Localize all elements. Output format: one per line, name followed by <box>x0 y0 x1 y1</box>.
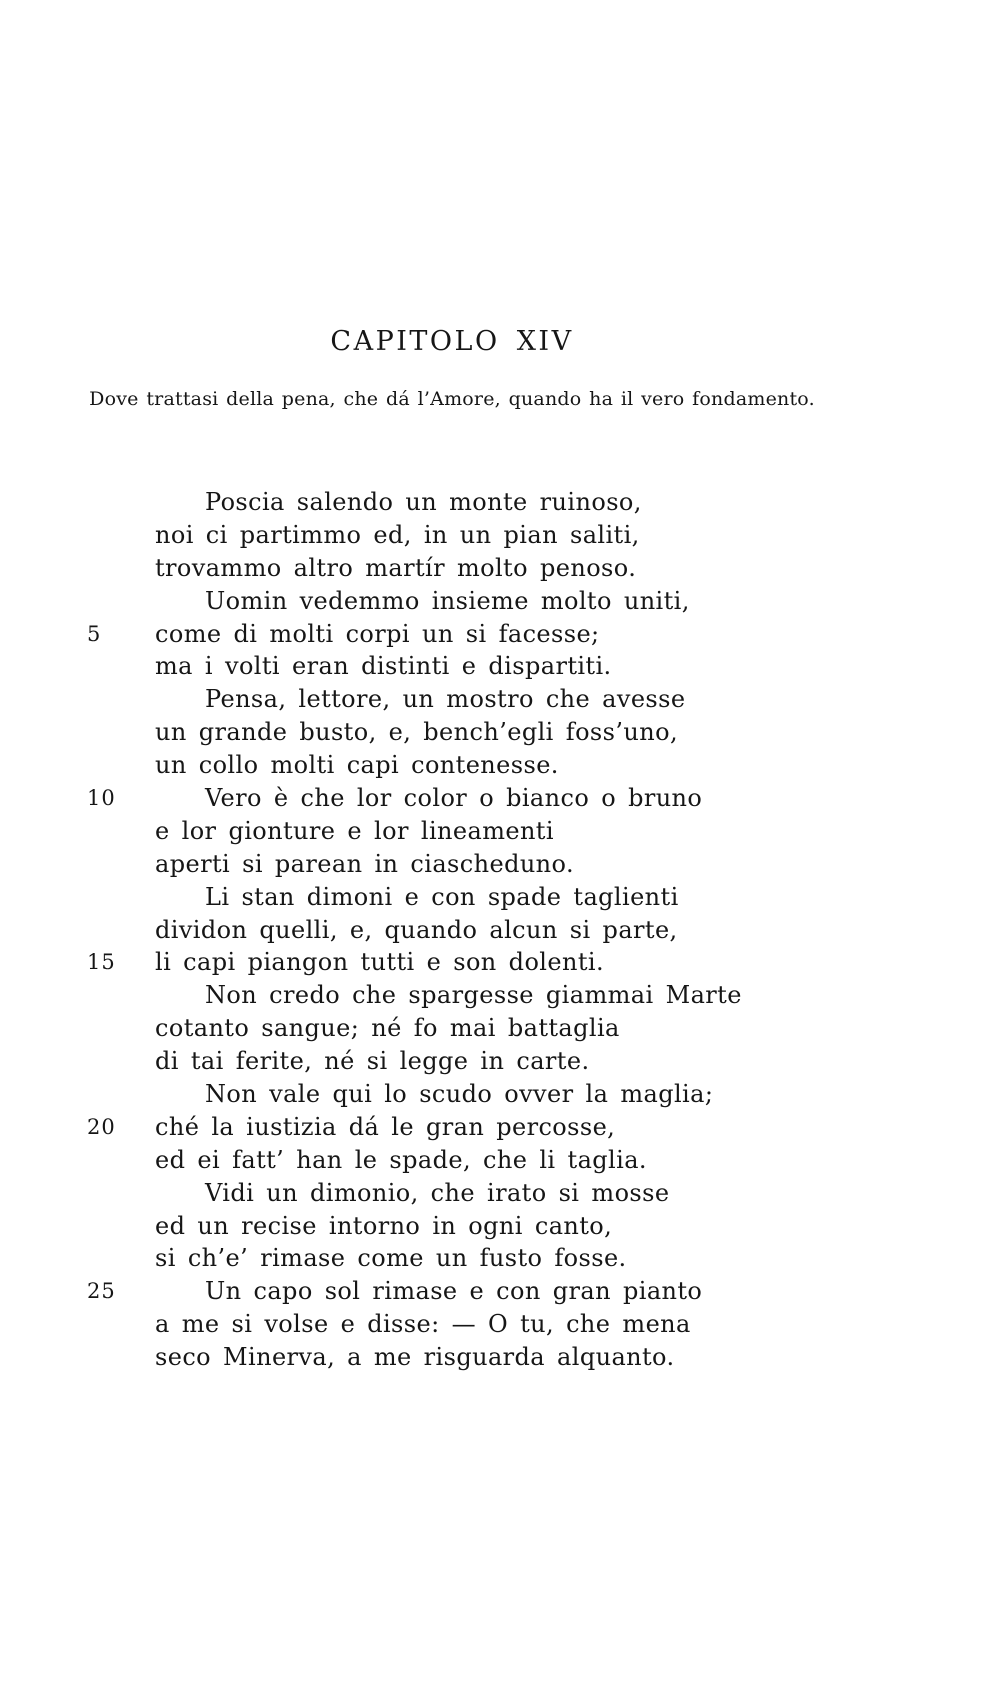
poem-line <box>155 815 742 848</box>
line-number: 20 <box>87 1114 116 1139</box>
verse-text: cotanto sangue; né fo mai battaglia <box>155 1014 620 1043</box>
poem-line <box>87 1275 742 1308</box>
chapter-subtitle: Dove trattasi della pena, che dá l’Amore, quando ha il vero fondamento. <box>89 388 815 410</box>
verse-text: noi ci partimmo ed, in un pian saliti, <box>155 520 640 549</box>
poem-line <box>155 1144 742 1177</box>
poem-line <box>155 1308 742 1341</box>
verse-text: Poscia salendo un monte ruinoso, <box>205 488 642 516</box>
poem-line <box>155 585 742 618</box>
poem-line <box>155 486 742 519</box>
poem-line <box>155 1242 742 1275</box>
poem-line <box>155 1045 742 1078</box>
verse-text: a me si volse e disse: — O tu, che mena <box>155 1310 691 1339</box>
poem-line <box>155 749 742 782</box>
poem-line <box>87 1111 742 1144</box>
verse-text: ché la iustizia dá le gran percosse, <box>155 1112 616 1141</box>
line-number: 10 <box>87 786 116 811</box>
poem-line <box>155 650 742 683</box>
poem-line <box>155 848 742 881</box>
poem-line <box>155 881 742 914</box>
verse-text: ed un recise intorno in ogni canto, <box>155 1211 613 1240</box>
poem-line <box>155 914 742 947</box>
poem-line <box>155 1210 742 1243</box>
poem-line <box>155 1177 742 1210</box>
poem-body <box>87 486 742 1374</box>
poem-line <box>87 946 742 979</box>
poem-line <box>155 1012 742 1045</box>
poem-line <box>87 618 742 651</box>
verse-text: si ch’e’ rimase come un fusto fosse. <box>155 1244 627 1273</box>
verse-text: trovammo altro martír molto penoso. <box>155 553 637 582</box>
verse-text: Li stan dimoni e con spade taglienti <box>205 882 679 911</box>
verse-text: un grande busto, e, bench’egli foss’uno, <box>155 718 678 747</box>
verse-text: aperti si parean in ciascheduno. <box>155 849 574 878</box>
line-number: 15 <box>87 950 116 975</box>
verse-text: Pensa, lettore, un mostro che avesse <box>205 685 686 714</box>
verse-text: Non vale qui lo scudo ovver la maglia; <box>205 1080 714 1109</box>
poem-line <box>155 519 742 552</box>
verse-text: Vero è che lor color o bianco o bruno <box>205 784 703 813</box>
poem-line <box>155 683 742 716</box>
poem-line <box>155 979 742 1012</box>
poem-line <box>155 716 742 749</box>
poem-line <box>155 1078 742 1111</box>
verse-text: Uomin vedemmo insieme molto uniti, <box>205 586 690 615</box>
line-number: 25 <box>87 1279 116 1304</box>
poem-line <box>155 1341 742 1374</box>
verse-text: li capi piangon tutti e son dolenti. <box>155 948 604 977</box>
verse-text: ed ei fatt’ han le spade, che li taglia. <box>155 1145 647 1174</box>
poem-line <box>87 782 742 815</box>
line-number: 5 <box>87 621 102 646</box>
verse-text: Un capo sol rimase e con gran pianto <box>205 1277 703 1306</box>
verse-text: e lor gionture e lor lineamenti <box>155 816 554 845</box>
verse-text: Vidi un dimonio, che irato si mosse <box>205 1178 670 1207</box>
verse-text: ma i volti eran distinti e dispartiti. <box>155 652 612 681</box>
verse-text: un collo molti capi contenesse. <box>155 751 559 780</box>
verse-text: Non credo che spargesse giammai Marte <box>205 981 742 1010</box>
chapter-title: CAPITOLO XIV <box>330 326 574 357</box>
verse-text: come di molti corpi un si facesse; <box>155 619 600 648</box>
verse-text: di tai ferite, né si legge in carte. <box>155 1047 590 1076</box>
poem-line <box>155 552 742 585</box>
verse-text: seco Minerva, a me risguarda alquanto. <box>155 1343 675 1372</box>
verse-text: dividon quelli, e, quando alcun si parte, <box>155 915 678 944</box>
